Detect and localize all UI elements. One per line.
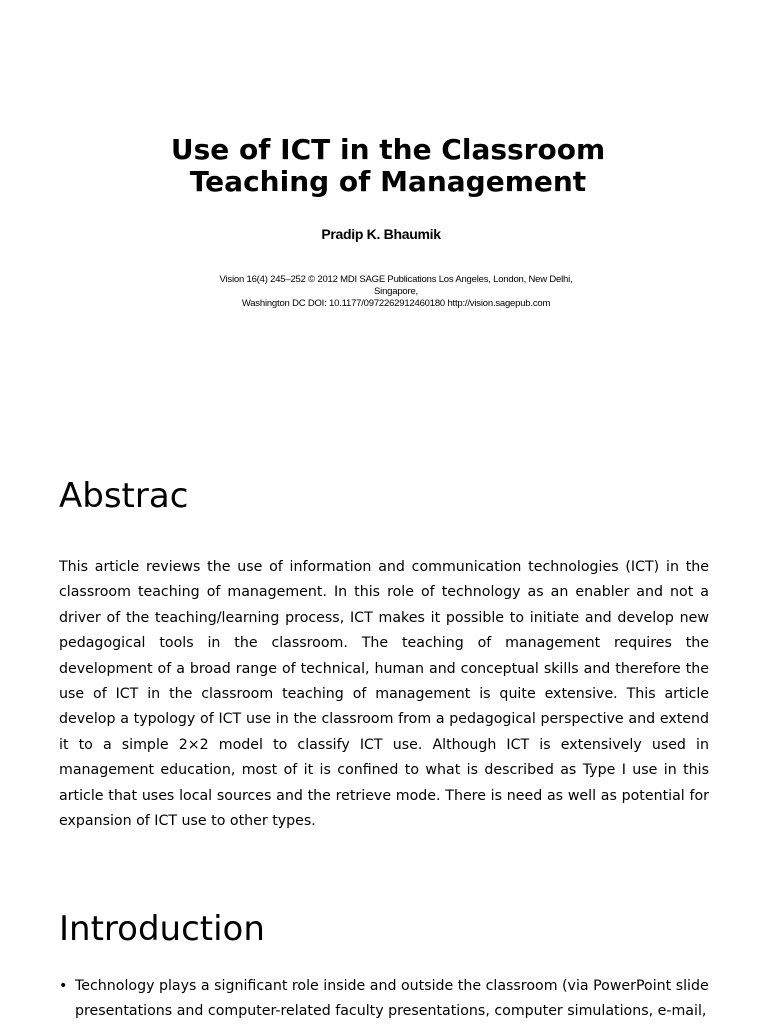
- author-name: Pradip K. Bhaumik: [321, 226, 441, 242]
- introduction-heading: Introduction: [59, 909, 265, 949]
- list-item-text: Technology plays a significant role inside and outside the classroom (via PowerPoint slide presentations and computer-related faculty presentations, computer simulations, e-mail,: [75, 978, 709, 1020]
- abstract-text: This article reviews the use of information and communication technologies (ICT) in the classroom teaching of management. In this role of technology as an enabler and not a driver of the teaching/learning process, ICT makes it possible to initiate and develop new pedagogical tools in the classroom. The teaching of management requires the development of a broad range of technical, human and conceptual skills and therefore the use of ICT in the classroom teaching of management is quite extensive. This article develop a typology of ICT use in the classroom from a pedagogical perspective and extend it to a simple 2×2 model to classify ICT use. Although ICT is extensively used in management education, most of it is confined to what is described as Type I use in this article that uses local sources and the retrieve mode. There is need as well as potential for expansion of ICT use to other types.: [59, 559, 709, 830]
- citation-line-1: Vision 16(4) 245–252 © 2012 MDI SAGE Publications Los Angeles, London, New Delhi,: [219, 274, 573, 285]
- title-line-2: Teaching of Management: [189, 165, 587, 198]
- citation-block: [0, 274, 768, 310]
- abstract-heading: Abstrac: [59, 476, 189, 516]
- paper-title: [0, 134, 768, 198]
- citation-line-2: Singapore,: [374, 286, 418, 297]
- bullet-icon: •: [59, 978, 68, 994]
- title-line-1: Use of ICT in the Classroom: [170, 133, 606, 166]
- introduction-list: [59, 974, 709, 1025]
- list-item: [59, 974, 709, 1025]
- citation-line-3: Washington DC DOI: 10.1177/0972262912460180 http://vision.sagepub.com: [241, 298, 551, 309]
